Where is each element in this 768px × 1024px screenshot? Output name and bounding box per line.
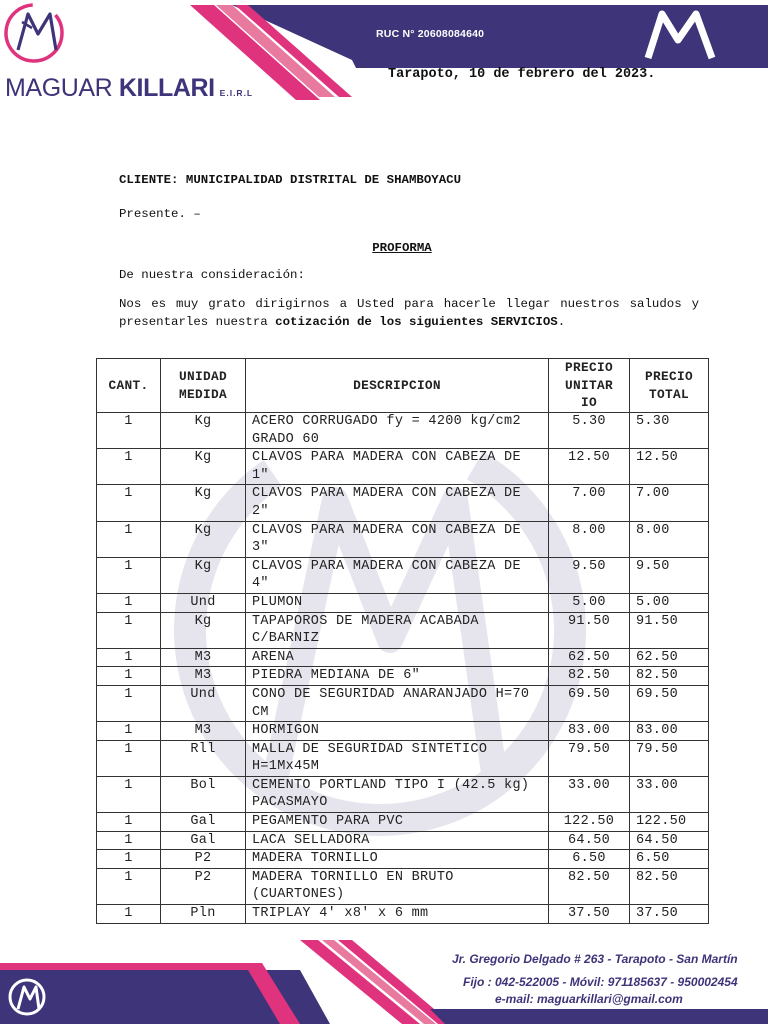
company-logo-icon	[0, 0, 72, 66]
cell-precio-unitario: 5.00	[549, 593, 630, 612]
header-precio-total: PRECIO TOTAL	[630, 359, 709, 413]
cell-cant: 1	[97, 831, 161, 850]
intro-text-bold: cotización de los siguientes SERVICIOS	[275, 314, 558, 329]
cell-cant: 1	[97, 612, 161, 648]
cell-precio-unitario: 79.50	[549, 740, 630, 776]
cell-cant: 1	[97, 776, 161, 812]
table-body	[97, 413, 709, 924]
table-row	[97, 593, 709, 612]
cell-unidad: Kg	[161, 612, 246, 648]
cell-cant: 1	[97, 813, 161, 832]
footer-email: e-mail: maguarkillari@gmail.com	[495, 992, 683, 1006]
cell-precio-unitario: 33.00	[549, 776, 630, 812]
table-row	[97, 485, 709, 521]
cell-precio-unitario: 82.50	[549, 868, 630, 904]
cell-descripcion: TAPAPOROS DE MADERA ACABADA C/BARNIZ	[246, 612, 549, 648]
cell-precio-unitario: 7.00	[549, 485, 630, 521]
table-header-row	[97, 359, 709, 413]
cell-unidad: Gal	[161, 831, 246, 850]
cell-descripcion: CLAVOS PARA MADERA CON CABEZA DE 4"	[246, 557, 549, 593]
document-title: PROFORMA	[372, 241, 432, 255]
cell-precio-total: 5.30	[630, 413, 709, 449]
ruc-number: RUC N° 20608084640	[376, 28, 485, 40]
table-row	[97, 740, 709, 776]
cell-descripcion: CLAVOS PARA MADERA CON CABEZA DE 1"	[246, 449, 549, 485]
cell-precio-total: 5.00	[630, 593, 709, 612]
cell-unidad: Bol	[161, 776, 246, 812]
cell-precio-unitario: 9.50	[549, 557, 630, 593]
cell-cant: 1	[97, 740, 161, 776]
cell-precio-total: 12.50	[630, 449, 709, 485]
cell-precio-unitario: 69.50	[549, 685, 630, 721]
cell-cant: 1	[97, 521, 161, 557]
cell-cant: 1	[97, 485, 161, 521]
cell-precio-total: 37.50	[630, 905, 709, 924]
cell-unidad: M3	[161, 648, 246, 667]
cell-unidad: Kg	[161, 485, 246, 521]
table-row	[97, 685, 709, 721]
cell-descripcion: ACERO CORRUGADO fy = 4200 kg/cm2 GRADO 60	[246, 413, 549, 449]
header-precio-unitario: PRECIO UNITAR IO	[549, 359, 630, 413]
table-row	[97, 850, 709, 869]
cell-precio-total: 62.50	[630, 648, 709, 667]
table-row	[97, 449, 709, 485]
cell-unidad: Pln	[161, 905, 246, 924]
cell-descripcion: HORMIGON	[246, 722, 549, 741]
table-row	[97, 868, 709, 904]
letterhead-footer	[0, 935, 768, 1024]
footer-address: Jr. Gregorio Delgado # 263 - Tarapoto - San Martín	[452, 952, 738, 966]
cell-precio-unitario: 6.50	[549, 850, 630, 869]
cell-descripcion: CONO DE SEGURIDAD ANARANJADO H=70 CM	[246, 685, 549, 721]
table-row	[97, 813, 709, 832]
table-row	[97, 722, 709, 741]
company-name-part2: KILLARI	[118, 74, 215, 102]
cell-precio-total: 91.50	[630, 612, 709, 648]
company-name-part1: MAGUAR	[5, 74, 119, 102]
document-date: Tarapoto, 10 de febrero del 2023.	[388, 67, 656, 82]
cell-cant: 1	[97, 722, 161, 741]
salutation: De nuestra consideración:	[119, 268, 305, 282]
quotation-table	[96, 358, 709, 924]
cell-cant: 1	[97, 905, 161, 924]
intro-text-end: .	[557, 314, 566, 329]
company-name	[5, 74, 253, 103]
cell-precio-total: 8.00	[630, 521, 709, 557]
cell-unidad: M3	[161, 722, 246, 741]
cell-unidad: P2	[161, 850, 246, 869]
cell-unidad: Kg	[161, 557, 246, 593]
cell-descripcion: LACA SELLADORA	[246, 831, 549, 850]
cell-cant: 1	[97, 868, 161, 904]
cell-descripcion: PIEDRA MEDIANA DE 6"	[246, 667, 549, 686]
table-row	[97, 612, 709, 648]
table-row	[97, 521, 709, 557]
header-cant: CANT.	[97, 359, 161, 413]
cell-cant: 1	[97, 413, 161, 449]
cell-descripcion: CLAVOS PARA MADERA CON CABEZA DE 2"	[246, 485, 549, 521]
cell-descripcion: PEGAMENTO PARA PVC	[246, 813, 549, 832]
cell-unidad: Kg	[161, 413, 246, 449]
cell-precio-unitario: 5.30	[549, 413, 630, 449]
intro-text: Nos es muy grato dirigirnos a Usted para hacerle llegar nuestros saludos y presentarles nuestra	[119, 297, 699, 329]
table-row	[97, 648, 709, 667]
cell-unidad: P2	[161, 868, 246, 904]
header-unidad: UNIDAD MEDIDA	[161, 359, 246, 413]
cell-precio-total: 7.00	[630, 485, 709, 521]
cell-cant: 1	[97, 850, 161, 869]
cell-unidad: Und	[161, 593, 246, 612]
cell-precio-unitario: 64.50	[549, 831, 630, 850]
cell-precio-total: 79.50	[630, 740, 709, 776]
company-suffix: E.I.R.L	[219, 88, 254, 98]
cell-descripcion: MADERA TORNILLO EN BRUTO (CUARTONES)	[246, 868, 549, 904]
cell-cant: 1	[97, 648, 161, 667]
intro-paragraph	[119, 296, 699, 331]
greeting: Presente. –	[119, 207, 201, 221]
client-line: CLIENTE: MUNICIPALIDAD DISTRITAL DE SHAMBOYACU	[119, 173, 462, 187]
cell-precio-total: 122.50	[630, 813, 709, 832]
table-row	[97, 776, 709, 812]
table-row	[97, 557, 709, 593]
cell-cant: 1	[97, 593, 161, 612]
cell-precio-total: 33.00	[630, 776, 709, 812]
cell-unidad: Gal	[161, 813, 246, 832]
cell-precio-unitario: 82.50	[549, 667, 630, 686]
cell-descripcion: MADERA TORNILLO	[246, 850, 549, 869]
cell-precio-total: 83.00	[630, 722, 709, 741]
cell-cant: 1	[97, 557, 161, 593]
cell-precio-total: 69.50	[630, 685, 709, 721]
table-row	[97, 831, 709, 850]
cell-unidad: Rll	[161, 740, 246, 776]
cell-descripcion: MALLA DE SEGURIDAD SINTETICO H=1Mx45M	[246, 740, 549, 776]
cell-cant: 1	[97, 667, 161, 686]
cell-precio-total: 82.50	[630, 667, 709, 686]
cell-precio-unitario: 83.00	[549, 722, 630, 741]
cell-cant: 1	[97, 685, 161, 721]
cell-descripcion: CEMENTO PORTLAND TIPO I (42.5 kg) PACASMAYO	[246, 776, 549, 812]
cell-unidad: Kg	[161, 521, 246, 557]
cell-precio-unitario: 62.50	[549, 648, 630, 667]
cell-precio-total: 64.50	[630, 831, 709, 850]
cell-descripcion: PLUMON	[246, 593, 549, 612]
cell-descripcion: ARENA	[246, 648, 549, 667]
cell-precio-unitario: 12.50	[549, 449, 630, 485]
cell-precio-total: 82.50	[630, 868, 709, 904]
cell-unidad: Und	[161, 685, 246, 721]
cell-precio-unitario: 91.50	[549, 612, 630, 648]
cell-descripcion: TRIPLAY 4' x8' x 6 mm	[246, 905, 549, 924]
footer-phones: Fijo : 042-522005 - Móvil: 971185637 - 950002454	[463, 975, 738, 989]
cell-precio-unitario: 122.50	[549, 813, 630, 832]
letterhead-header	[0, 0, 768, 105]
cell-unidad: Kg	[161, 449, 246, 485]
header-descripcion: DESCRIPCION	[246, 359, 549, 413]
cell-unidad: M3	[161, 667, 246, 686]
cell-cant: 1	[97, 449, 161, 485]
cell-descripcion: CLAVOS PARA MADERA CON CABEZA DE 3"	[246, 521, 549, 557]
cell-precio-total: 6.50	[630, 850, 709, 869]
cell-precio-total: 9.50	[630, 557, 709, 593]
table-row	[97, 905, 709, 924]
table-row	[97, 413, 709, 449]
cell-precio-unitario: 37.50	[549, 905, 630, 924]
cell-precio-unitario: 8.00	[549, 521, 630, 557]
table-row	[97, 667, 709, 686]
